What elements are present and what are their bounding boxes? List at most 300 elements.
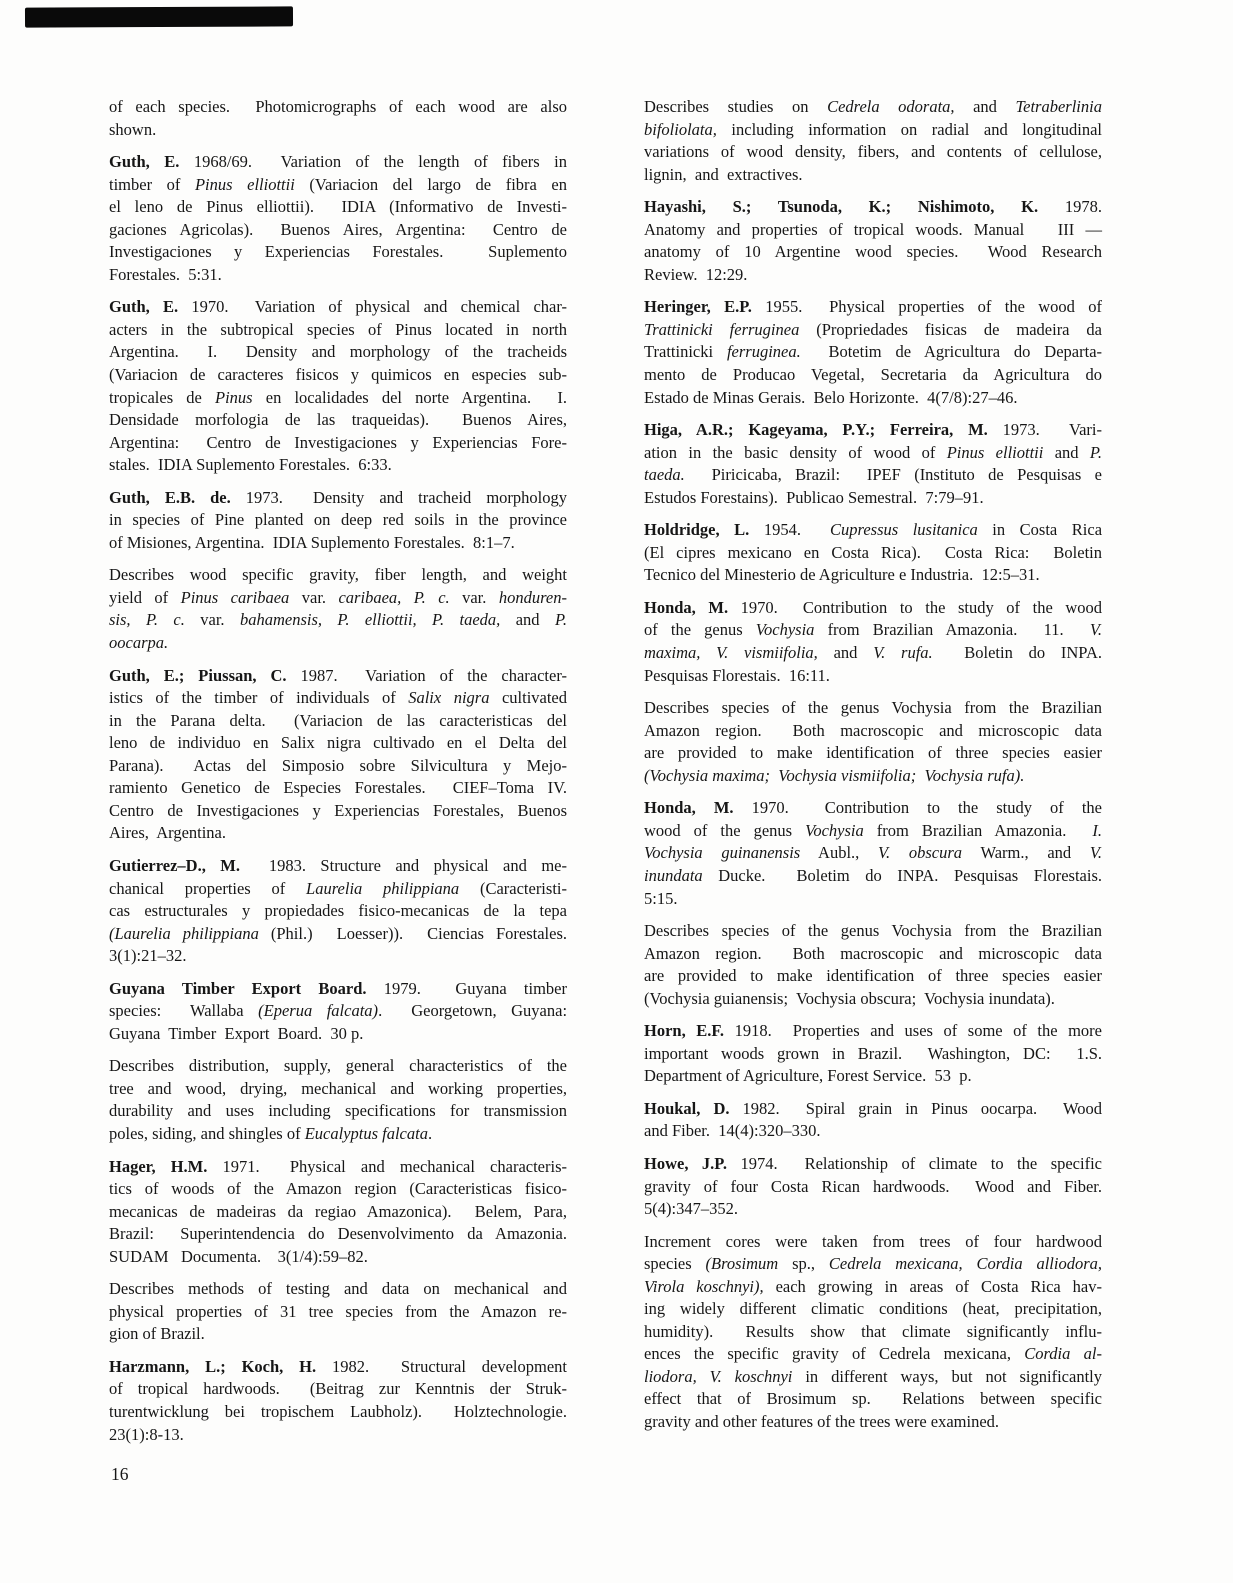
body-text: 1968/69. Variation of the length of fibers in [179, 152, 567, 172]
text-line [109, 587, 567, 610]
text-line [109, 1156, 567, 1179]
author-name: Holdridge, L. [644, 520, 750, 540]
text-line [109, 1278, 567, 1301]
bibliography-entry [109, 487, 567, 555]
body-text: gaciones Agricolas). Buenos Aires, Argentina: Centro de [109, 219, 567, 239]
text-line [109, 487, 567, 510]
text-line [109, 432, 567, 455]
text-line [644, 765, 1102, 788]
body-text: Anatomy and properties of tropical woods. Manual III — [644, 219, 1102, 239]
body-text: Tecnico del Minesterio de Agriculture e Industria. 12:5–31. [644, 565, 1040, 585]
body-text: of Misiones, Argentina. IDIA Suplemento Forestales. 8:1–7. [109, 532, 515, 552]
bibliography-entry [644, 419, 1102, 509]
text-line [644, 1043, 1102, 1066]
body-text: in Costa Rica [977, 520, 1103, 540]
body-text: tropicales de [109, 387, 216, 407]
species-name: Pinus caribaea [180, 587, 290, 607]
text-line [644, 988, 1102, 1011]
species-name: caribaea, P. c. [338, 587, 450, 607]
text-line [109, 264, 567, 287]
text-line [644, 264, 1102, 287]
bibliography-entry [109, 855, 567, 968]
body-text: Argentina: Centro de Investigaciones y Experiencias Fore- [109, 432, 567, 452]
text-line [644, 387, 1102, 410]
scan-artifact-bar [25, 6, 293, 27]
body-text: Amazon region. Both macroscopic and microscopic data [644, 943, 1102, 963]
body-text: important woods grown in Brazil. Washington, DC: 1.S. [644, 1043, 1102, 1063]
bibliography-entry [644, 196, 1102, 286]
species-name: Vochysia guinanensis [644, 843, 801, 863]
body-text: SUDAM Documenta. 3(1/4):59–82. [109, 1246, 368, 1266]
annotation-paragraph [644, 96, 1102, 186]
author-name: Horn, E.F. [644, 1021, 725, 1041]
text-line [109, 96, 567, 119]
body-text: Estado de Minas Gerais. Belo Horizonte. 4(7/8):27–46. [644, 387, 1018, 407]
bibliography-entry [109, 296, 567, 476]
author-name: Harzmann, L.; Koch, H. [109, 1356, 317, 1376]
text-line [644, 842, 1102, 865]
species-name: oocarpa. [109, 633, 169, 653]
text-line [109, 1246, 567, 1269]
text-line [109, 900, 567, 923]
author-name: Honda, M. [644, 798, 734, 818]
text-line [644, 697, 1102, 720]
body-text: ing widely different climatic conditions (heat, precipitation, [644, 1299, 1102, 1319]
species-name: maxima, V. vismiifolia, [644, 643, 818, 663]
body-text: Brazil: Superintendencia do Desenvolvimento da Amazonia. [109, 1224, 567, 1244]
text-line [109, 1223, 567, 1246]
body-text: var. [184, 610, 240, 630]
annotation-paragraph [109, 564, 567, 654]
body-text: from Brazilian Amazonia. 11. [814, 620, 1090, 640]
author-name: Higa, A.R.; Kageyama, P.Y.; Ferreira, M. [644, 420, 988, 440]
body-text: variations of wood density, fibers, and contents of cellulose, [644, 142, 1102, 162]
body-text: Ducke. Boletim do INPA. Pesquisas Florestais. [702, 865, 1102, 885]
text-line [644, 642, 1102, 665]
body-text: (Variacion de caracteres fisicos y quimicos en especies sub- [109, 365, 567, 385]
bibliography-entry [644, 519, 1102, 587]
text-line [644, 164, 1102, 187]
species-name: Pinus elliottii [946, 442, 1044, 462]
text-line [644, 1276, 1102, 1299]
body-text: Describes wood specific gravity, fiber length, and weight [109, 565, 567, 585]
text-line [644, 597, 1102, 620]
body-text: 1970. Contribution to the study of the wood [728, 597, 1103, 617]
annotation-paragraph [644, 920, 1102, 1010]
species-name: Pinus elliottii [194, 174, 295, 194]
text-line [109, 855, 567, 878]
species-name: Pinus [215, 387, 253, 407]
body-text: 1954. [749, 520, 831, 540]
body-text: acters in the subtropical species of Pinus located in north [109, 319, 567, 339]
species-name: Cordia al- [1024, 1344, 1102, 1364]
text-line [644, 319, 1102, 342]
body-text: var. [289, 587, 339, 607]
text-line [109, 1078, 567, 1101]
author-name: Guth, E. [109, 297, 179, 317]
species-name: Cupressus lusitanica [830, 520, 978, 540]
text-line [644, 1321, 1102, 1344]
body-text: Parana). Actas del Simposio sobre Silvicultura y Mejo- [109, 755, 567, 775]
body-text: leno de individuo en Salix nigra cultivado en el Delta del [109, 733, 567, 753]
text-line [644, 943, 1102, 966]
body-text: gravity of four Costa Rican hardwoods. Wood and Fiber. [644, 1176, 1102, 1196]
species-name: (Laurelia philippiana [109, 923, 259, 943]
annotation-paragraph [109, 1055, 567, 1145]
body-text: in different ways, but not significantly [792, 1366, 1102, 1386]
body-text: Densidade morfologia de las traqueidas). Buenos Aires, [109, 410, 567, 430]
species-name: V. [1089, 620, 1102, 640]
body-text: ences the specific gravity of Cedrela mexicana, [644, 1344, 1025, 1364]
text-line [644, 241, 1102, 264]
text-line [644, 519, 1102, 542]
text-line [109, 564, 567, 587]
text-line [644, 119, 1102, 142]
text-line [109, 241, 567, 264]
body-text: Investigaciones y Experiencias Forestales. Suplemento [109, 242, 567, 262]
text-line [644, 1298, 1102, 1321]
body-text: Department of Agriculture, Forest Service. 53 p. [644, 1066, 972, 1086]
body-text: wood of the genus [644, 820, 806, 840]
text-line [644, 1153, 1102, 1176]
text-line [109, 978, 567, 1001]
body-text: Amazon region. Both macroscopic and microscopic data [644, 720, 1102, 740]
author-name: Guth, E. [109, 152, 180, 172]
text-line [644, 1098, 1102, 1121]
species-name: Tetraberlinia [1015, 97, 1102, 116]
body-text: Boletin do INPA. [932, 643, 1103, 663]
body-text: species: Wallaba [109, 1001, 259, 1021]
species-name: V. rufa. [873, 643, 933, 663]
body-text: ramiento Genetico de Especies Forestales. CIEF–Toma IV. [109, 778, 567, 798]
species-name: Eucalyptus falcata [304, 1123, 428, 1143]
text-line [644, 1253, 1102, 1276]
body-text: mecanicas de madeiras da regiao Amazonica). Belem, Para, [109, 1201, 567, 1221]
body-text: 1982. Structural development [316, 1356, 567, 1376]
species-name: Cedrela mexicana, Cordia alliodora, [828, 1254, 1102, 1274]
species-name: V. obscura [878, 843, 963, 863]
text-line [109, 878, 567, 901]
species-name: P. [1089, 442, 1102, 462]
text-line [109, 296, 567, 319]
text-line [109, 800, 567, 823]
text-line [109, 687, 567, 710]
text-line [109, 632, 567, 655]
body-text: 1970. Contribution to the study of the [733, 798, 1102, 818]
author-name: Houkal, D. [644, 1098, 730, 1118]
body-text: Aires, Argentina. [109, 823, 227, 843]
species-name: Vochysia [805, 820, 864, 840]
text-line [109, 454, 567, 477]
text-line [109, 710, 567, 733]
text-line [109, 1323, 567, 1346]
text-line [644, 1198, 1102, 1221]
species-name: (Eperua falcata) [258, 1001, 379, 1021]
body-text: 1982. Spiral grain in Pinus oocarpa. Wood [729, 1098, 1102, 1118]
body-text: . Georgetown, Guyana: [378, 1001, 568, 1021]
body-text: each growing in areas of Costa Rica hav- [763, 1276, 1102, 1296]
body-text: gravity and other features of the trees were examined. [644, 1411, 1000, 1431]
species-name: I. [1092, 820, 1102, 840]
text-line [644, 619, 1102, 642]
body-text: 1971. Physical and mechanical characteris- [207, 1156, 567, 1176]
bibliography-entry [644, 597, 1102, 687]
body-text: 5(4):347–352. [644, 1199, 738, 1219]
author-name: Hager, H.M. [109, 1156, 208, 1176]
species-name: bifoliolata, [644, 119, 717, 139]
bibliography-entry [644, 1153, 1102, 1221]
body-text: species [644, 1254, 706, 1274]
text-line [644, 665, 1102, 688]
body-text: 1970. Variation of physical and chemical char- [178, 297, 567, 317]
text-line [109, 945, 567, 968]
author-name: Heringer, E.P. [644, 297, 752, 317]
text-line [109, 364, 567, 387]
text-line [109, 174, 567, 197]
text-line [644, 442, 1102, 465]
column-left [109, 96, 567, 1456]
bibliography-entry [644, 1098, 1102, 1143]
text-line [644, 865, 1102, 888]
body-text: effect that of Brosimum sp. Relations between specific [644, 1389, 1102, 1409]
body-text: and [954, 97, 1016, 116]
body-text: and [500, 610, 555, 630]
body-text: are provided to make identification of three species easier [644, 743, 1102, 763]
text-line [109, 777, 567, 800]
text-line [109, 532, 567, 555]
text-line [109, 151, 567, 174]
body-text: 1955. Physical properties of the wood of [751, 297, 1102, 317]
text-line [644, 1388, 1102, 1411]
species-name: Virola koschnyi), [644, 1276, 764, 1296]
text-line [644, 1366, 1102, 1389]
body-text: 1973. Vari- [987, 420, 1103, 440]
text-line [109, 1378, 567, 1401]
species-name: (Vochysia maxima; Vochysia vismiifolia; Vochysia rufa). [644, 765, 1025, 785]
body-text: timber of [109, 174, 195, 194]
bibliography-entry [109, 1156, 567, 1269]
species-name: sis, P. c. [109, 610, 185, 630]
body-text: Forestales. 5:31. [109, 264, 222, 284]
species-name: V. [1089, 843, 1102, 863]
body-text: cultivated [489, 688, 568, 708]
text-line [109, 1000, 567, 1023]
text-line [109, 923, 567, 946]
annotation-paragraph [109, 96, 567, 141]
body-text: Describes studies on [644, 97, 828, 116]
text-line [644, 888, 1102, 911]
text-line [109, 1301, 567, 1324]
text-line [109, 732, 567, 755]
body-text: 1987. Variation of the character- [286, 665, 567, 685]
text-line [644, 464, 1102, 487]
body-text: (Phil.) Loesser)). Ciencias Forestales. [258, 923, 567, 943]
body-text: Argentina. I. Density and morphology of the tracheids [109, 342, 567, 362]
text-line [644, 419, 1102, 442]
body-text: shown. [109, 119, 157, 139]
body-text: turentwicklung bei tropischem Laubholz). Holztechnologie. [109, 1401, 567, 1421]
body-text: gion of Brazil. [109, 1324, 205, 1344]
body-text: Describes distribution, supply, general characteristics of the [109, 1056, 567, 1076]
text-line [644, 797, 1102, 820]
species-name: Salix nigra [408, 688, 490, 708]
body-text: lignin, and extractives. [644, 164, 803, 184]
body-text: 1979. Guyana timber [366, 978, 567, 998]
text-line [644, 1065, 1102, 1088]
body-text: durability and uses including specifications for transmission [109, 1101, 567, 1121]
body-text: sp., [778, 1254, 829, 1274]
body-text: of the genus [644, 620, 756, 640]
text-line [644, 1343, 1102, 1366]
column-right [644, 96, 1102, 1444]
text-line [644, 296, 1102, 319]
text-line [109, 1055, 567, 1078]
species-name: bahamensis, P. elliottii, P. taeda, [239, 610, 501, 630]
body-text: mento de Producao Vegetal, Secretaria da Agricultura do [644, 365, 1102, 385]
text-line [109, 1356, 567, 1379]
text-line [109, 1178, 567, 1201]
text-line [109, 509, 567, 532]
text-line [109, 387, 567, 410]
text-line [109, 409, 567, 432]
body-text: in species of Pine planted on deep red soils in the province [109, 510, 567, 530]
body-text: (Vochysia guianensis; Vochysia obscura; Vochysia inundata). [644, 988, 1055, 1008]
body-text: physical properties of 31 tree species from the Amazon re- [109, 1301, 567, 1321]
text-line [109, 755, 567, 778]
body-text: ation in the basic density of wood of [644, 442, 947, 462]
species-name: Cedrela odorata, [827, 97, 955, 116]
text-line [644, 965, 1102, 988]
text-line [644, 542, 1102, 565]
bibliography-entry [109, 978, 567, 1046]
body-text: 1983. Structure and physical and me- [239, 855, 567, 875]
body-text: Guyana Timber Export Board. 30 p. [109, 1023, 364, 1043]
author-name: Guyana Timber Export Board. [109, 978, 367, 998]
body-text: Describes species of the genus Vochysia from the Brazilian [644, 921, 1102, 941]
author-name: Honda, M. [644, 597, 729, 617]
body-text: el leno de Pinus elliottii). IDIA (Informativo de Investi- [109, 197, 567, 217]
body-text: in the Parana delta. (Variacion de las caracteristicas del [109, 710, 567, 730]
body-text: 23(1):8-13. [109, 1424, 184, 1444]
page-number: 16 [111, 1464, 129, 1484]
text-line [109, 1023, 567, 1046]
bibliography-entry [109, 1356, 567, 1446]
text-line [109, 822, 567, 845]
body-text: Pesquisas Florestais. 16:11. [644, 665, 830, 685]
body-text: 1978. [1038, 197, 1103, 217]
text-line [644, 1020, 1102, 1043]
text-line [109, 119, 567, 142]
bibliography-entry [109, 665, 567, 845]
text-line [109, 219, 567, 242]
body-text: and Fiber. 14(4):320–330. [644, 1121, 821, 1141]
text-line [109, 1100, 567, 1123]
body-text: Review. 12:29. [644, 264, 748, 284]
body-text: . [427, 1123, 433, 1143]
author-name: Guth, E.; Piussan, C. [109, 665, 287, 685]
species-name: P. [554, 610, 568, 630]
author-name: Gutierrez–D., M. [109, 855, 240, 875]
body-text: Increment cores were taken from trees of four hardwood [644, 1231, 1102, 1251]
body-text: tics of woods of the Amazon region (Caracteristicas fisico- [109, 1179, 567, 1199]
text-line [109, 1201, 567, 1224]
body-text: 1974. Relationship of climate to the specific [727, 1153, 1102, 1173]
text-line [644, 920, 1102, 943]
body-text: 1973. Density and tracheid morphology [230, 487, 567, 507]
text-line [644, 96, 1102, 119]
text-line [109, 196, 567, 219]
body-text: of tropical hardwoods. (Beitrag zur Kenntnis der Struk- [109, 1379, 567, 1399]
body-text: var. [449, 587, 499, 607]
bibliography-entry [644, 296, 1102, 409]
body-text: Describes methods of testing and data on mechanical and [109, 1279, 567, 1299]
species-name: inundata [644, 865, 703, 885]
text-line [109, 1401, 567, 1424]
text-line [644, 1176, 1102, 1199]
body-text: and [1043, 442, 1090, 462]
author-name: Howe, J.P. [644, 1153, 727, 1173]
text-line [644, 487, 1102, 510]
text-line [644, 196, 1102, 219]
body-text: istics of the timber of individuals of [109, 688, 409, 708]
text-line [109, 665, 567, 688]
body-text: of each species. Photomicrographs of each wood are also [109, 97, 567, 116]
author-name: Guth, E.B. de. [109, 487, 231, 507]
text-line [644, 564, 1102, 587]
text-line [644, 820, 1102, 843]
body-text: 3(1):21–32. [109, 946, 187, 966]
body-text: anatomy of 10 Argentine wood species. Wood Research [644, 242, 1102, 262]
species-name: liodora, V. koschnyi [644, 1366, 793, 1386]
species-name: Vochysia [755, 620, 815, 640]
body-text: 5:15. [644, 888, 678, 908]
annotation-paragraph [644, 697, 1102, 787]
body-text: Trattinicki [644, 342, 727, 362]
body-text: Describes species of the genus Vochysia from the Brazilian [644, 698, 1102, 718]
body-text: stales. IDIA Suplemento Forestales. 6:33. [109, 455, 392, 475]
body-text: cas estructurales y propiedades fisico-mecanicas de la tepa [109, 901, 567, 921]
body-text: Warm., and [962, 843, 1090, 863]
annotation-paragraph [644, 1231, 1102, 1434]
body-text: Estudos Forestains). Publicao Semestral. 7:79–91. [644, 487, 984, 507]
text-line [644, 341, 1102, 364]
species-name: (Brosimum [705, 1254, 779, 1274]
body-text: and [817, 643, 874, 663]
body-text: Botetim de Agricultura do Departa- [800, 342, 1103, 362]
text-line [644, 720, 1102, 743]
body-text: Centro de Investigaciones y Experiencias Forestales, Buenos [109, 800, 567, 820]
body-text: including information on radial and longitudinal [716, 119, 1102, 139]
body-text: Aubl., [800, 843, 879, 863]
text-line [644, 742, 1102, 765]
text-line [644, 364, 1102, 387]
bibliography-entry [109, 151, 567, 286]
bibliography-entry [644, 797, 1102, 910]
body-text: tree and wood, drying, mechanical and working properties, [109, 1078, 567, 1098]
body-text: (Propriedades fisicas de madeira da [799, 319, 1102, 339]
text-line [109, 341, 567, 364]
body-text: yield of [109, 587, 181, 607]
species-name: taeda. [644, 465, 685, 485]
body-text: humidity). Results show that climate significantly influ- [644, 1321, 1102, 1341]
species-name: ferruginea. [726, 342, 801, 362]
body-text: (El cipres mexicano en Costa Rica). Costa Rica: Boletin [644, 542, 1102, 562]
body-text: Piricicaba, Brazil: IPEF (Instituto de Pesquisas e [684, 465, 1102, 485]
text-line [644, 141, 1102, 164]
text-line [644, 219, 1102, 242]
species-name: Laurelia philippiana [306, 878, 460, 898]
annotation-paragraph [109, 1278, 567, 1346]
